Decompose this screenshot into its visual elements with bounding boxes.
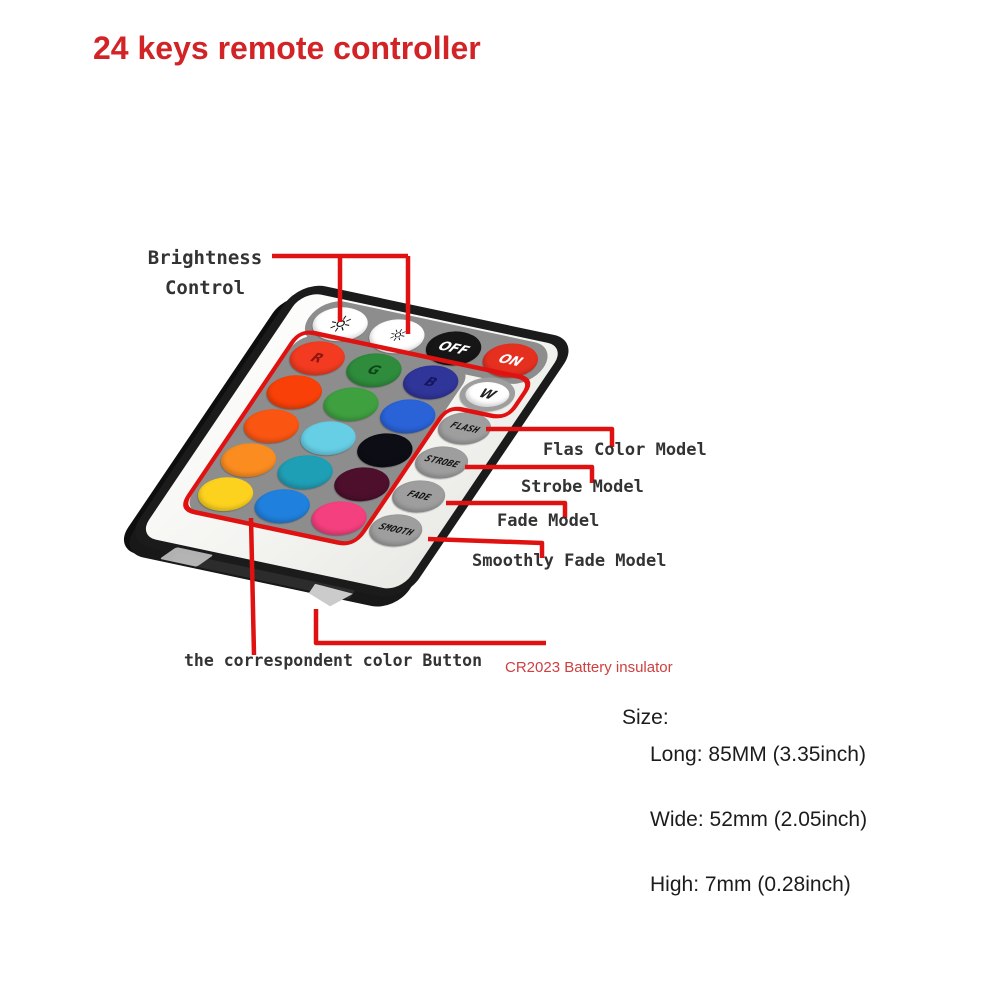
key-strobe: STROBE [407, 442, 476, 483]
key-on: ON [474, 339, 547, 382]
fade-mode-label: Fade Model [497, 511, 600, 531]
size-long: Long: 85MM (3.35inch) [650, 743, 866, 766]
size-wide: Wide: 52mm (2.05inch) [650, 808, 868, 831]
key-fade: FADE [384, 476, 453, 517]
size-high: High: 7mm (0.28inch) [650, 873, 851, 896]
battery-leader-line [316, 609, 546, 643]
battery-insulator-label: CR2023 Battery insulator [505, 659, 673, 676]
smooth-mode-label: Smoothly Fade Model [472, 551, 667, 571]
brightness-control-label [138, 243, 272, 303]
key-white: W [451, 373, 524, 416]
brightness-down-icon: ☼ [361, 315, 434, 358]
key-off: OFF [417, 327, 490, 370]
brightness-label-line1: Brightness [147, 247, 263, 269]
correspond-color-label: the correspondent color Button [184, 651, 483, 670]
key-smooth: SMOOTH [361, 510, 430, 551]
brightness-label-line2: Control [164, 277, 246, 299]
color-grid-outline-path [180, 330, 533, 558]
key-flash: FLASH [430, 408, 499, 449]
brightness-up-icon: ☼ [304, 303, 377, 346]
key-red: R [281, 337, 354, 380]
size-heading: Size: [622, 706, 669, 729]
key-green: G [338, 349, 411, 392]
flash-mode-label: Flas Color Model [543, 440, 707, 460]
strobe-mode-label: Strobe Model [521, 477, 644, 497]
page-title: 24 keys remote controller [93, 30, 481, 66]
key-blue: B [394, 361, 467, 404]
